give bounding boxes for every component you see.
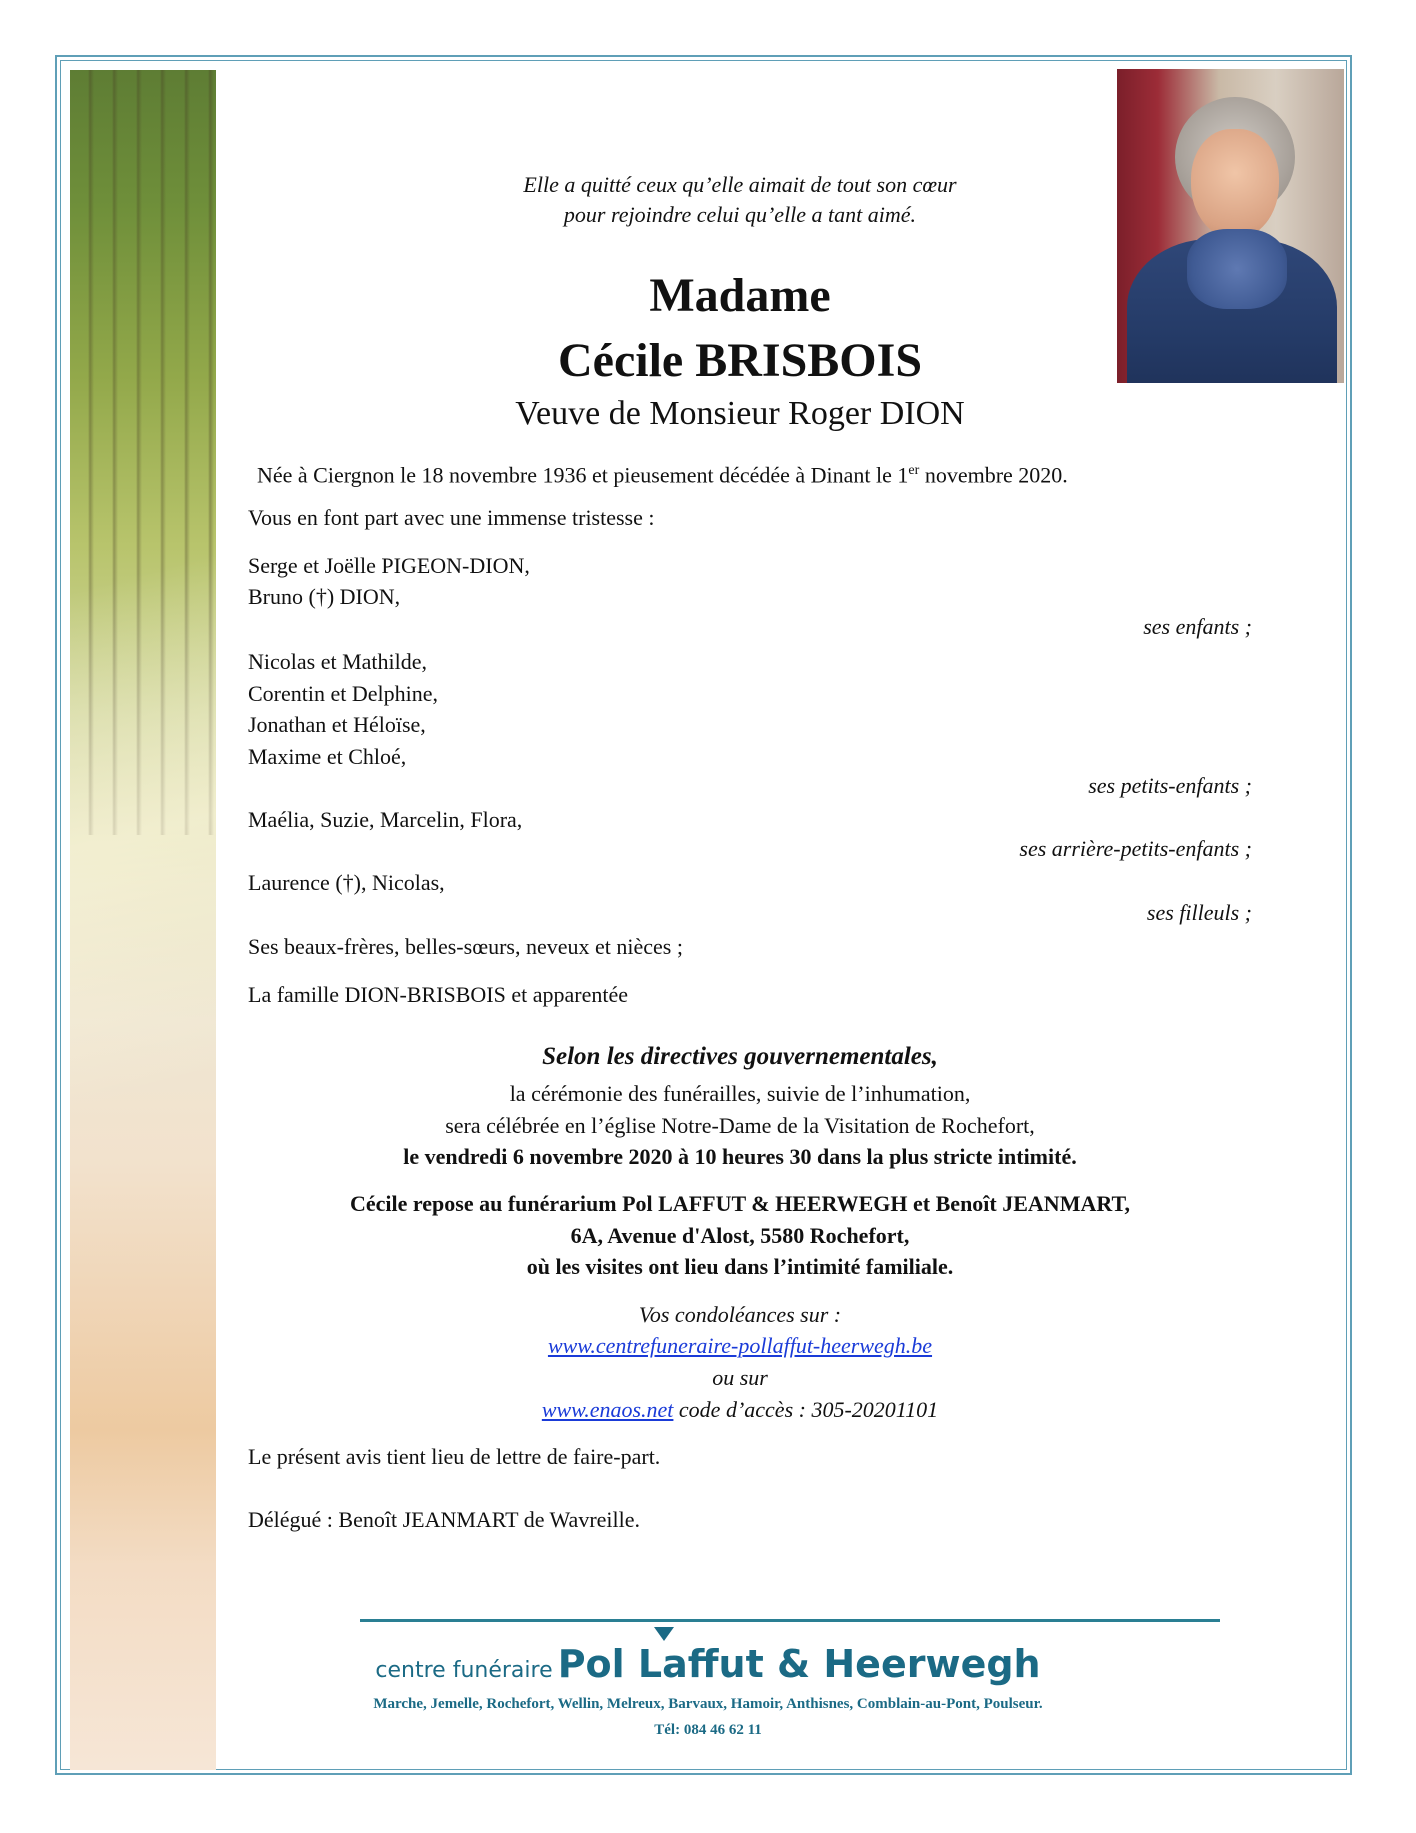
- great-grandchildren: Maélia, Suzie, Marcelin, Flora,: [248, 807, 523, 832]
- rest-line-2: 6A, Avenue d'Alost, 5580 Rochefort,: [570, 1223, 910, 1248]
- condolences-link-2-row: [230, 1394, 1250, 1426]
- widow-of: Veuve de Monsieur Roger DION: [515, 395, 965, 432]
- footer-phone: Tél: 084 46 62 11: [654, 1722, 762, 1738]
- deceased-title: Madame: [649, 269, 831, 322]
- grandchild-2: Corentin et Delphine,: [248, 681, 439, 706]
- children-1: Serge et Joëlle PIGEON-DION,: [248, 553, 530, 578]
- ceremony-heading: Selon les directives gouvernementales,: [542, 1043, 938, 1070]
- rest-line-1: Cécile repose au funérarium Pol LAFFUT & HEERWEGH et Benoît JEANMART,: [349, 1191, 1130, 1216]
- funeral-home-logo: [0, 1642, 1416, 1686]
- ceremony-line-1: la cérémonie des funérailles, suivie de l’inhumation,: [509, 1081, 971, 1106]
- deceased-name: Cécile BRISBOIS: [557, 334, 923, 387]
- footer-towns: Marche, Jemelle, Rochefort, Wellin, Melreux, Barvaux, Hamoir, Anthisnes, Comblain-au-Pont, Poulseur.: [373, 1696, 1043, 1712]
- quote-line-2: pour rejoindre celui qu’elle a tant aimé.: [563, 202, 917, 227]
- role-children: ses enfants ;: [1143, 614, 1252, 639]
- brand-name: Pol Laffut & Heerwegh: [557, 1642, 1041, 1686]
- role-great-grandchildren: ses arrière-petits-enfants ;: [1019, 836, 1252, 861]
- family-line: La famille DION-BRISBOIS et apparentée: [248, 982, 628, 1007]
- condolences-link-1[interactable]: www.centrefuneraire-pollaffut-heerwegh.be: [547, 1333, 933, 1358]
- ceremony-line-3: le vendredi 6 novembre 2020 à 10 heures 30 dans la plus stricte intimité.: [403, 1144, 1077, 1169]
- quote: [230, 170, 1250, 230]
- ceremony-line-2: sera célébrée en l’église Notre-Dame de la Visitation de Rochefort,: [445, 1113, 1035, 1138]
- grandchild-3: Jonathan et Héloïse,: [248, 712, 426, 737]
- condolences-intro: Vos condoléances sur :: [638, 1302, 842, 1327]
- notice-line: Le présent avis tient lieu de lettre de faire-part.: [248, 1444, 661, 1469]
- condolences-link-1-row: [230, 1330, 1250, 1362]
- grandchild-4: Maxime et Chloé,: [248, 744, 407, 769]
- brand-small-text: centre funéraire: [375, 1658, 553, 1683]
- condolences-or: ou sur: [712, 1365, 768, 1390]
- quote-line-1: Elle a quitté ceux qu’elle aimait de tout son cœur: [523, 172, 957, 197]
- footer-triangle-mark: [654, 1627, 674, 1641]
- role-grandchildren: ses petits-enfants ;: [1088, 773, 1252, 798]
- children-2: Bruno (†) DION,: [248, 584, 401, 609]
- godchildren: Laurence (†), Nicolas,: [248, 870, 445, 895]
- condolences-link-2[interactable]: www.enaos.net: [541, 1397, 674, 1422]
- birth-death-line: Née à Ciergnon le 18 novembre 1936 et pieusement décédée à Dinant le 1er novembre 2020.: [257, 462, 1068, 488]
- delegate-line: Délégué : Benoît JEANMART de Wavreille.: [248, 1507, 641, 1532]
- access-code: code d’accès : 305-20201101: [673, 1397, 939, 1422]
- in-laws: Ses beaux-frères, belles-sœurs, neveux et nièces ;: [248, 934, 683, 959]
- forest-path-image: [70, 70, 216, 1770]
- rest-line-3: où les visites ont lieu dans l’intimité familiale.: [526, 1254, 954, 1279]
- footer-divider: [360, 1619, 1220, 1622]
- intro-line: Vous en font part avec une immense tristesse :: [248, 505, 655, 530]
- role-godchildren: ses filleuls ;: [1146, 900, 1252, 925]
- grandchild-1: Nicolas et Mathilde,: [248, 649, 428, 674]
